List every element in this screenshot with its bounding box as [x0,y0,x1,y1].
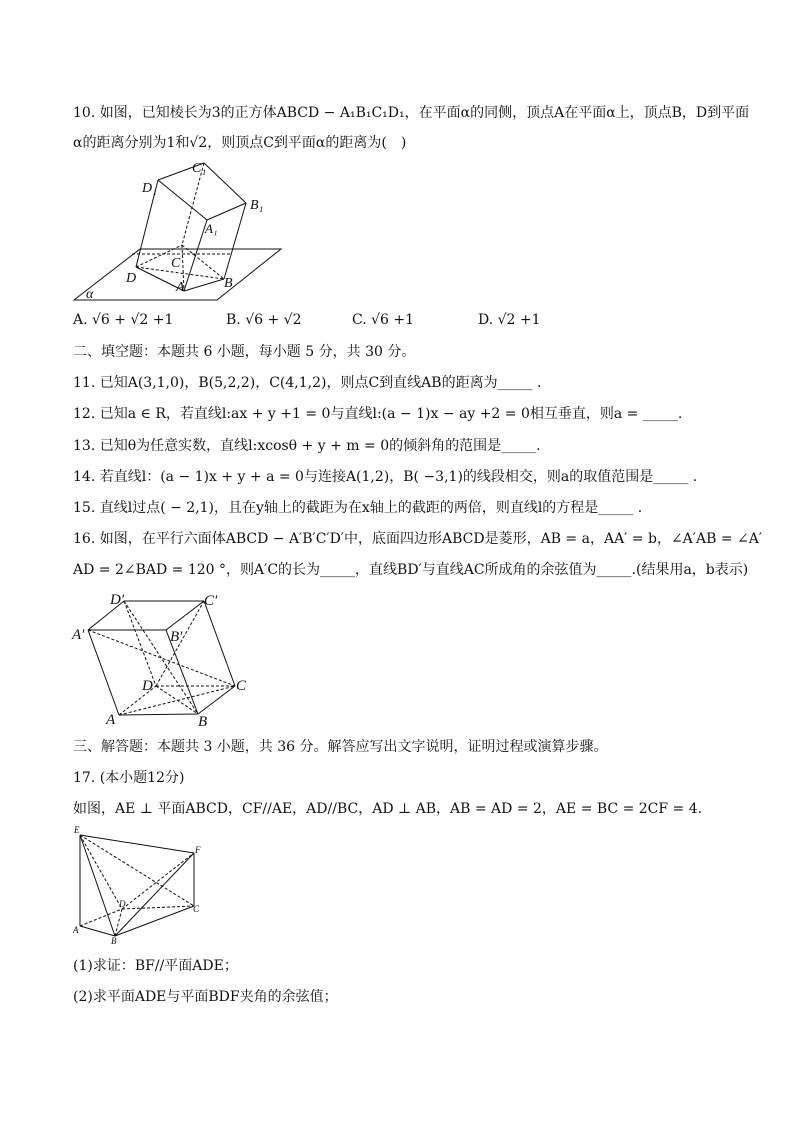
q17-head: 17. (本小题12分) [73,770,185,786]
q10-label-a: A [176,280,185,295]
q14-text: 14. 若直线l：(a − 1)x + y + a = 0与连接A(1,2)，B( −3,1)的线段相交，则a的取值范围是_____ . [73,469,698,485]
q10-label-a1: A₁ [205,221,218,236]
q16-label-d1: D′ [110,592,125,608]
q17-solid-figure [70,823,210,945]
q16-label-b: B [198,714,208,730]
q16-line2: AD = 2∠BAD = 120 °，则A′C的长为_____，直线BD′与直线AC所成角的余弦值为_____.(结果用a，b表示) [73,562,749,578]
q10-label-b: B [224,276,233,291]
q10-line2: α的距离分别为1和√2，则顶点C到平面α的距离为( ) [73,135,407,151]
q16-label-c: C [236,678,247,694]
q10-label-d1: D₁ [142,181,157,196]
q16-label-a1: A′ [72,627,85,643]
q10-label-alpha: α [86,287,94,302]
q10-cube-figure [70,155,290,305]
section3-heading: 三、解答题：本题共 3 小题，共 36 分。解答应写出文字说明，证明过程或演算步骤。 [73,739,608,755]
q15-text: 15. 直线l过点( − 2,1)，且在y轴上的截距为在x轴上的截距的两倍，则直线l的方程是_____ . [73,500,643,516]
q12-text: 12. 已知a ∈ R，若直线l:ax + y +1 = 0与直线l:(a − 1)x − ay +2 = 0相互垂直，则a = _____. [73,406,683,422]
q10-option-d: D. √2 +1 [478,312,541,328]
q17-label-d: D [119,899,126,909]
q17-label-f: F [195,845,201,855]
q16-label-a: A [106,712,116,728]
q17-stem: 如图，AE ⊥ 平面ABCD，CF//AE，AD//BC，AD ⊥ AB，AB = AD = 2，AE = BC = 2CF = 4. [73,801,703,817]
q17-label-e: E [74,825,80,835]
q17-label-a: A [73,925,79,935]
q16-label-b1: B′ [170,629,183,645]
q17-label-b: B [111,936,117,945]
q17-part2: (2)求平面ADE与平面BDF夹角的余弦值； [73,989,338,1005]
q10-label-c: C [171,256,181,271]
section2-heading: 二、填空题：本题共 6 小题，每小题 5 分，共 30 分。 [73,344,416,360]
q10-option-a: A. √6 + √2 +1 [73,312,174,328]
q10-line1: 10. 如图，已知棱长为3的正方体ABCD − A₁B₁C₁D₁，在平面α的同侧，顶点A在平面α上，顶点B，D到平面 [73,105,750,121]
q10-label-b1: B₁ [250,198,264,213]
q13-text: 13. 已知θ为任意实数，直线l:xcosθ + y + m = 0的倾斜角的范围是_____. [73,438,541,454]
q10-option-c: C. √6 +1 [352,312,415,328]
q10-label-d: D [126,271,137,286]
q17-label-c: C [193,904,200,914]
q16-line1: 16. 如图，在平行六面体ABCD − A′B′C′D′中，底面四边形ABCD是菱形，AB = a，AA′ = b，∠A′AB = ∠A′ [73,531,763,547]
q16-label-c1: C′ [204,593,218,609]
q17-part1: (1)求证：BF//平面ADE； [73,958,238,974]
q16-label-d: D [142,678,153,694]
q11-text: 11. 已知A(3,1,0)，B(5,2,2)，C(4,1,2)，则点C到直线AB的距离为_____ . [73,375,542,391]
q10-option-b: B. √6 + √2 [226,312,302,328]
q16-parallelepiped-figure [70,585,260,730]
q10-label-c1: C₁ [192,161,207,176]
